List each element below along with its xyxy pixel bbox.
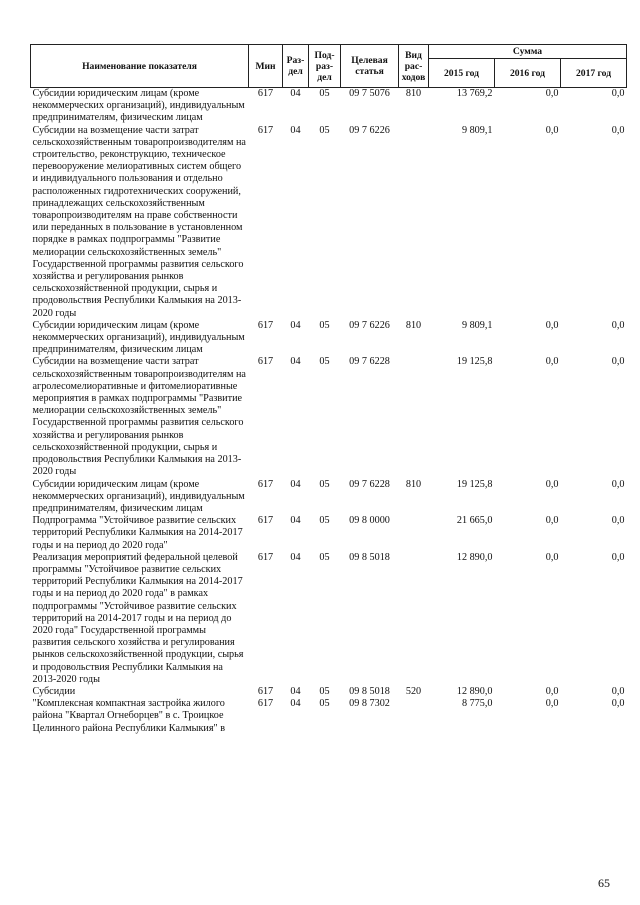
row-amount-2017: 0,0: [611, 551, 625, 563]
row-amount-2015: 19 125,8: [456, 478, 493, 490]
row-podrazdel: 05: [319, 685, 330, 697]
row-razdel: 04: [290, 319, 301, 331]
row-podrazdel: 05: [319, 88, 330, 99]
row-min: 617: [257, 685, 274, 697]
row-name: "Комплексная компактная застройка жилого района "Квартал Огнеборцев" в с. Троицкое Целинного района Республики Калмыкия" в: [32, 698, 226, 734]
row-vid: 810: [405, 319, 422, 331]
row-min: 617: [257, 124, 274, 136]
row-amount-2015: 12 890,0: [456, 685, 493, 697]
row-podrazdel: 05: [319, 478, 330, 490]
header-name: Наименование показателя: [31, 45, 249, 88]
table-row: [31, 88, 627, 125]
row-amount-2016: 0,0: [545, 88, 559, 99]
row-vid: [399, 515, 429, 552]
row-name: Субсидии юридическим лицам (кроме некоммерческих организаций), индивидуальным предпринимателям, физическим лицам: [32, 319, 245, 356]
table-row: [31, 686, 627, 698]
row-target: 09 8 5018: [349, 551, 390, 563]
row-amount-2016: 0,0: [545, 685, 559, 697]
row-amount-2015: 8 775,0: [461, 698, 493, 710]
row-razdel: 04: [290, 88, 301, 99]
row-vid: [399, 552, 429, 686]
row-name: Субсидии на возмещение части затрат сельскохозяйственным товаропроизводителям на строительство, реконструкцию, техническое перевооружение мелиоративных систем общего и индивидуального пользования и отдельно расположенных гидротехнических сооружений, принадлежащих сельскохозяйственным товаропроизводителям на праве собственности или переданных в пользование в установленном порядке в рамках подпрограммы "Развитие мелиорации сельскохозяйственных земель" Государственной программы развития сельского хозяйства и регулирования рынков сельскохозяйственной продукции, сырья и продовольствия Республики Калмыкия на 2013-2020 годы: [32, 124, 246, 319]
row-podrazdel: 05: [319, 319, 330, 331]
row-amount-2017: 0,0: [611, 698, 625, 710]
header-podrazdel: Под- раз- дел: [309, 45, 341, 88]
row-amount-2016: 0,0: [545, 478, 559, 490]
page-number: 65: [598, 876, 610, 890]
row-target: 09 7 6228: [349, 478, 390, 490]
row-min: 617: [257, 515, 274, 527]
row-name: Субсидии: [32, 685, 76, 697]
row-target: 09 7 6226: [349, 319, 390, 331]
row-podrazdel: 05: [319, 551, 330, 563]
row-name: Подпрограмма "Устойчивое развитие сельских территорий Республики Калмыкия на 2014-2017 годы и на период до 2020 года": [32, 515, 243, 551]
row-razdel: 04: [290, 515, 301, 527]
row-amount-2017: 0,0: [611, 319, 625, 331]
row-name: Субсидии на возмещение части затрат сельскохозяйственным товаропроизводителям на агролесомелиоративные и фитомелиоративные мероприятия в рамках подпрограммы "Развитие мелиорации сельскохозяйственных земель" Государственной программы развития сельского хозяйства и регулирования рынков сельскохозяйственной продукции, сырья и продовольствия Республики Калмыкия на 2013-2020 годы: [32, 356, 246, 478]
row-vid: 810: [405, 478, 422, 490]
row-target: 09 8 0000: [349, 515, 390, 527]
table-row: [31, 552, 627, 686]
row-amount-2017: 0,0: [611, 478, 625, 490]
row-razdel: 04: [290, 551, 301, 563]
row-min: 617: [257, 551, 274, 563]
header-razdel: Раз- дел: [283, 45, 309, 88]
row-amount-2015: 9 809,1: [461, 124, 493, 136]
row-amount-2016: 0,0: [545, 356, 559, 368]
row-vid: 520: [405, 685, 422, 697]
row-podrazdel: 05: [319, 124, 330, 136]
row-amount-2016: 0,0: [545, 515, 559, 527]
table-row: [31, 698, 627, 735]
table-row: [31, 320, 627, 357]
row-min: 617: [257, 698, 274, 710]
table-row: [31, 515, 627, 552]
row-amount-2015: 9 809,1: [461, 319, 493, 331]
row-podrazdel: 05: [319, 515, 330, 527]
row-amount-2016: 0,0: [545, 319, 559, 331]
budget-table: [30, 44, 627, 735]
row-vid: [399, 125, 429, 320]
header-2015: 2015 год: [429, 59, 495, 88]
row-vid: 810: [405, 88, 422, 99]
table-body: [31, 88, 627, 735]
row-amount-2015: 19 125,8: [456, 356, 493, 368]
row-target: 09 7 6228: [349, 356, 390, 368]
row-amount-2015: 12 890,0: [456, 551, 493, 563]
row-podrazdel: 05: [319, 356, 330, 368]
row-amount-2017: 0,0: [611, 685, 625, 697]
row-amount-2017: 0,0: [611, 88, 625, 99]
row-razdel: 04: [290, 478, 301, 490]
row-min: 617: [257, 88, 274, 99]
header-2017: 2017 год: [561, 59, 627, 88]
row-amount-2017: 0,0: [611, 356, 625, 368]
row-amount-2016: 0,0: [545, 124, 559, 136]
row-target: 09 8 5018: [349, 685, 390, 697]
row-amount-2016: 0,0: [545, 698, 559, 710]
row-min: 617: [257, 356, 274, 368]
row-target: 09 7 5076: [349, 88, 390, 99]
table-row: [31, 356, 627, 478]
row-amount-2015: 13 769,2: [456, 88, 493, 99]
row-amount-2017: 0,0: [611, 515, 625, 527]
row-name: Субсидии юридическим лицам (кроме некоммерческих организаций), индивидуальным предпринимателям, физическим лицам: [32, 88, 245, 124]
row-name: Реализация мероприятий федеральной целевой программы "Устойчивое развитие сельских территорий Республики Калмыкия на 2014-2017 годы и на период до 2020 года" в рамках подпрограммы "Устойчивое развитие сельских территорий на 2014-2017 годы и на период до 2020 года" Государственной программы развития сельского хозяйства и регулирования рынков сельскохозяйственной продукции, сырья и продовольствия Республики Калмыкия на 2013-2020 годы: [32, 551, 244, 685]
row-razdel: 04: [290, 356, 301, 368]
header-min: Мин: [249, 45, 283, 88]
row-target: 09 7 6226: [349, 124, 390, 136]
row-amount-2016: 0,0: [545, 551, 559, 563]
row-razdel: 04: [290, 124, 301, 136]
header-vid: Вид рас- ходов: [399, 45, 429, 88]
row-razdel: 04: [290, 685, 301, 697]
row-amount-2017: 0,0: [611, 124, 625, 136]
row-name: Субсидии юридическим лицам (кроме некоммерческих организаций), индивидуальным предпринимателям, физическим лицам: [32, 478, 245, 514]
table-row: [31, 479, 627, 516]
row-min: 617: [257, 319, 274, 331]
header-target: Целевая статья: [341, 45, 399, 88]
row-razdel: 04: [290, 698, 301, 710]
row-min: 617: [257, 478, 274, 490]
row-vid: [399, 356, 429, 478]
table-row: [31, 125, 627, 320]
row-podrazdel: 05: [319, 698, 330, 710]
header-2016: 2016 год: [495, 59, 561, 88]
row-amount-2015: 21 665,0: [456, 515, 493, 527]
row-target: 09 8 7302: [349, 698, 390, 710]
header-sum: Сумма: [429, 45, 627, 59]
row-vid: [399, 698, 429, 735]
